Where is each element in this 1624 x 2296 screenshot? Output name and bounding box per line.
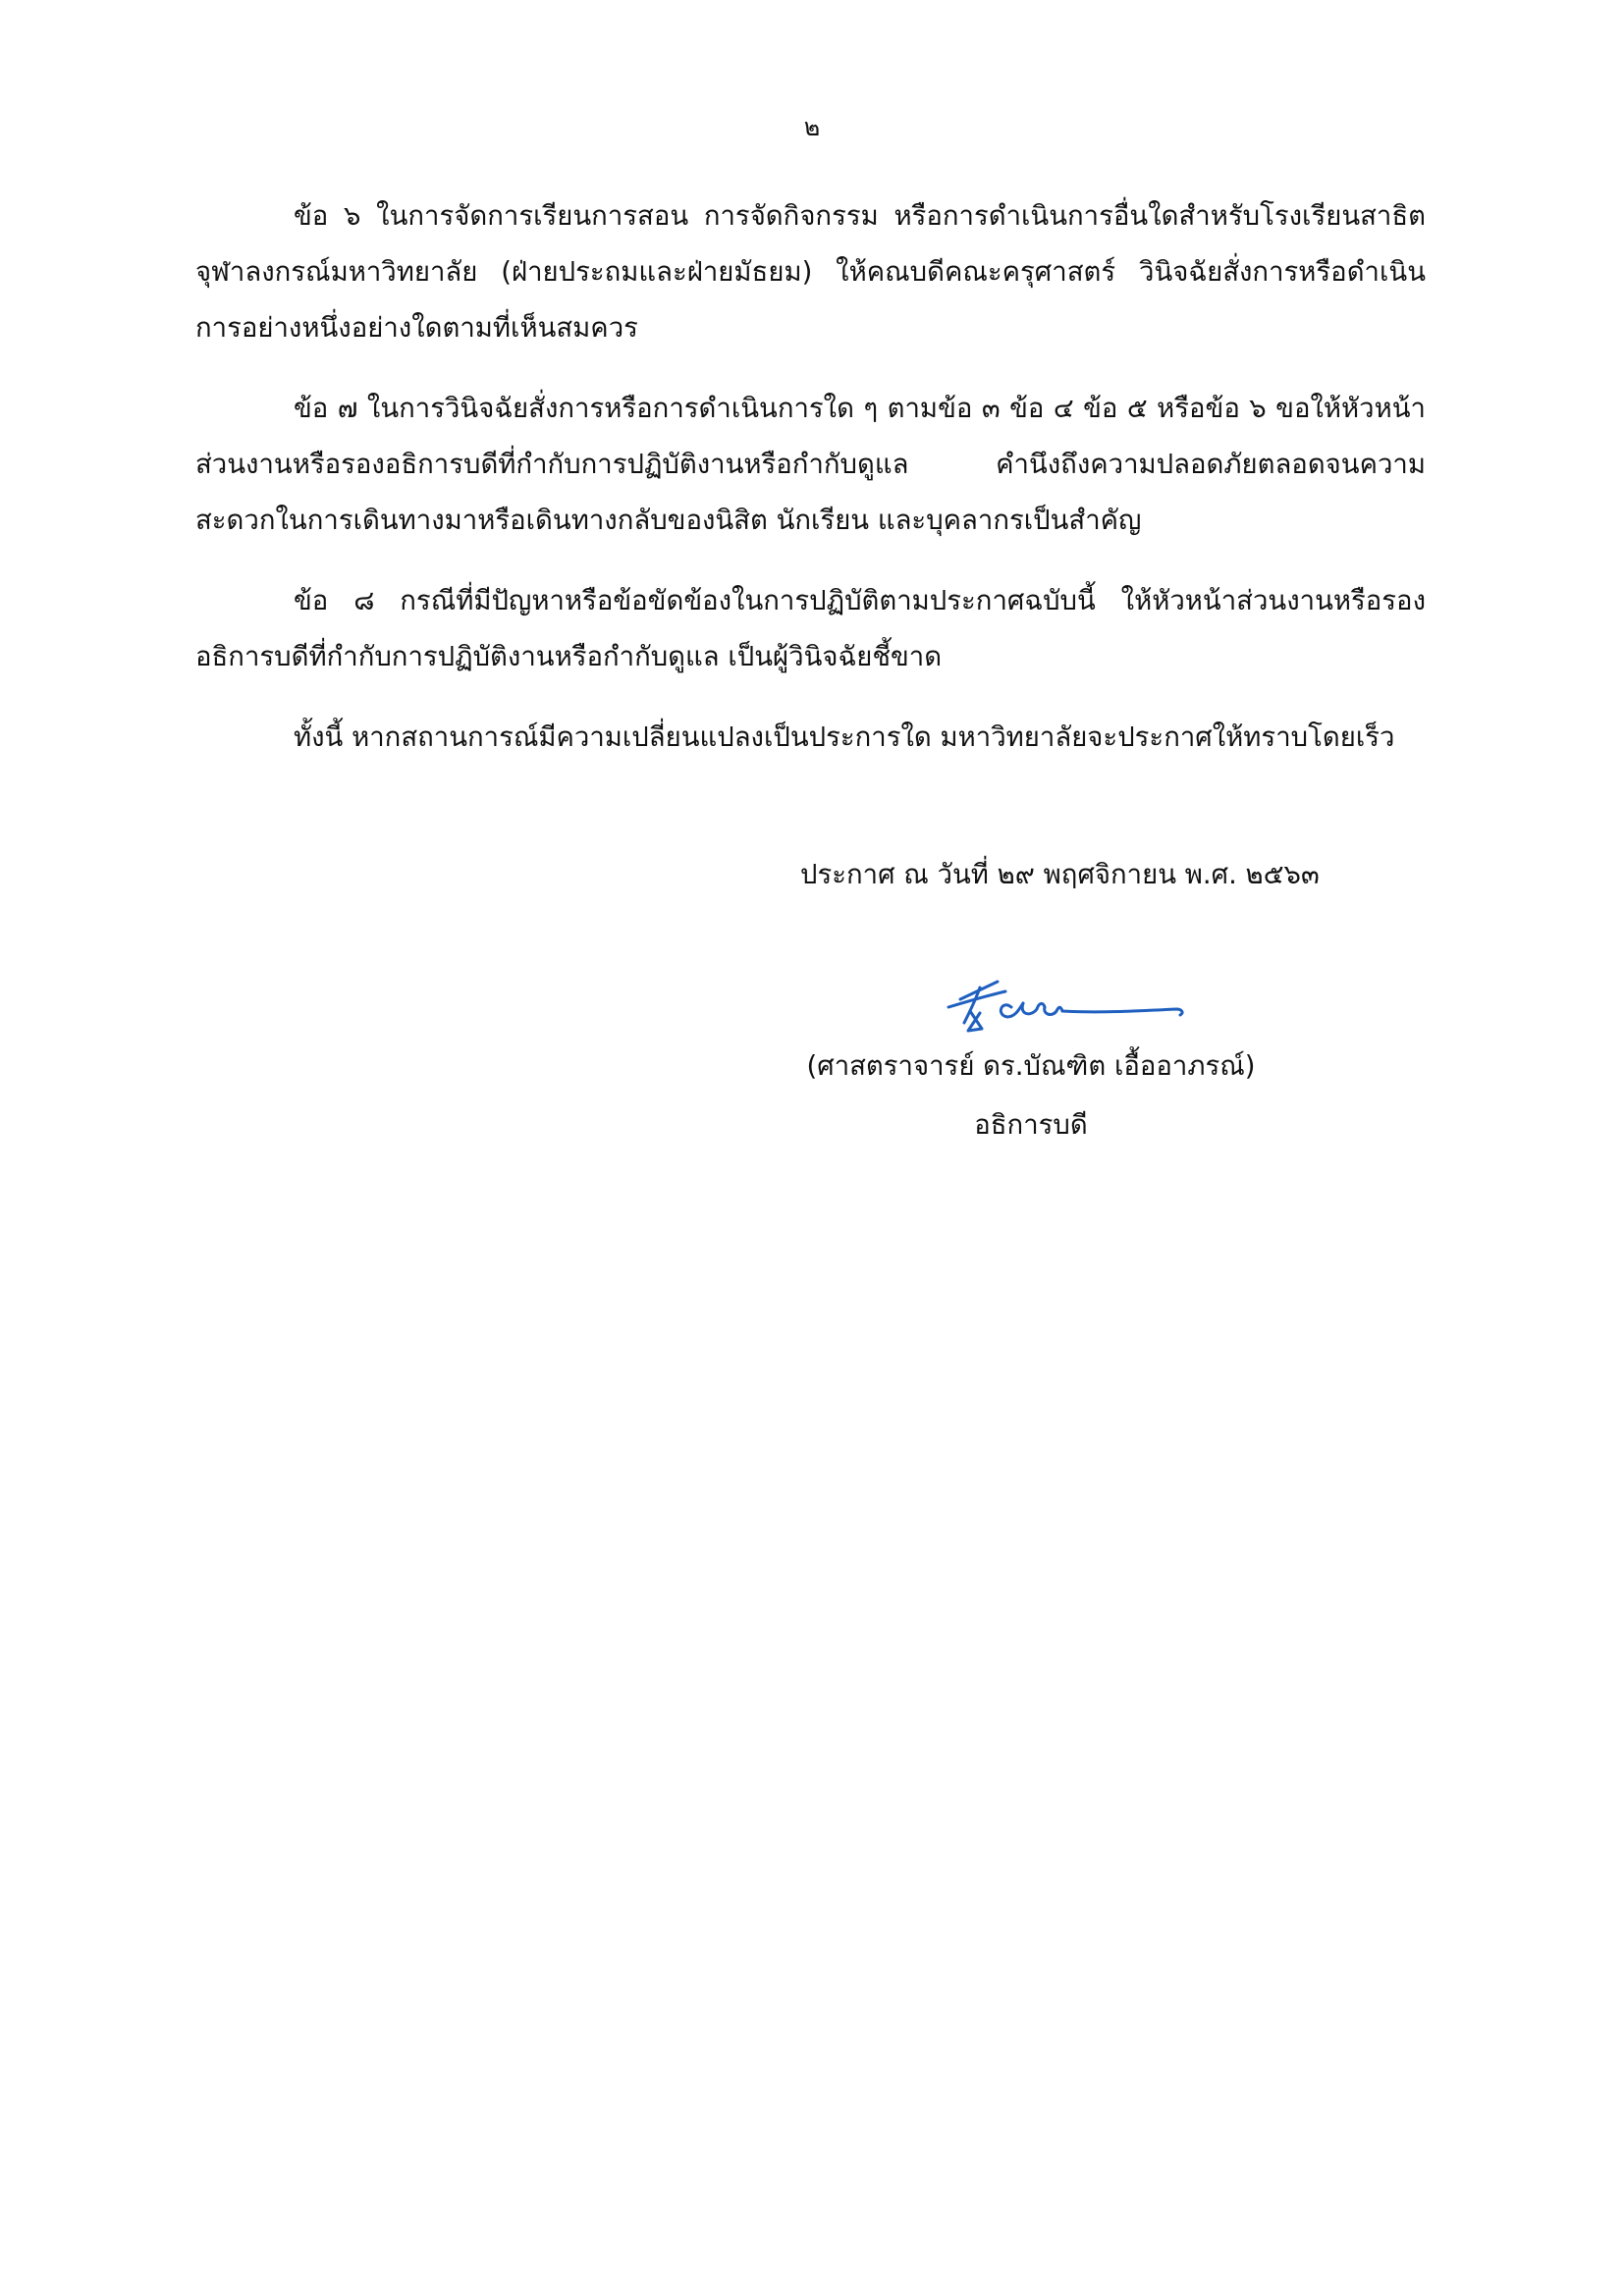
page-number: ๒ <box>803 113 821 141</box>
paragraph-clause-8: ข้อ ๘ กรณีที่มีปัญหาหรือข้อขัดข้องในการปฏิบัติตามประกาศฉบับนี้ ให้หัวหน้าส่วนงานหรือรองอธิการบดีที่กำกับการปฏิบัติงานหรือกำกับดูแล เป็นผู้วินิจฉัยชี้ขาด <box>195 585 1426 672</box>
announcement-date: ประกาศ ณ วันที่ ๒๙ พฤศจิกายน พ.ศ. ๒๕๖๓ <box>800 859 1320 890</box>
signer-name: (ศาสตราจารย์ ดร.บัณฑิต เอื้ออาภรณ์) <box>806 1050 1256 1082</box>
paragraph-clause-6: ข้อ ๖ ในการจัดการเรียนการสอน การจัดกิจกรรม หรือการดำเนินการอื่นใดสำหรับโรงเรียนสาธิตจุฬาลงกรณ์มหาวิทยาลัย (ฝ่ายประถมและฝ่ายมัธยม) ให้คณบดีคณะครุศาสตร์ วินิจฉัยสั่งการหรือดำเนินการอย่างหนึ่งอย่างใดตามที่เห็นสมควร <box>195 200 1426 344</box>
signature-image <box>941 972 1196 1041</box>
signer-position: อธิการบดี <box>974 1109 1088 1141</box>
paragraph-clause-7: ข้อ ๗ ในการวินิจฉัยสั่งการหรือการดำเนินการใด ๆ ตามข้อ ๓ ข้อ ๔ ข้อ ๕ หรือข้อ ๖ ขอให้หัวหน้าส่วนงานหรือรองอธิการบดีที่กำกับการปฏิบัติงานหรือกำกับดูแล คำนึงถึงความปลอดภัยตลอดจนความสะดวกในการเดินทางมาหรือเดินทางกลับของนิสิต นักเรียน และบุคลากรเป็นสำคัญ <box>195 393 1426 536</box>
paragraph-closing: ทั้งนี้ หากสถานการณ์มีความเปลี่ยนแปลงเป็นประการใด มหาวิทยาลัยจะประกาศให้ทราบโดยเร็ว <box>294 721 1395 753</box>
document-body <box>195 188 1426 790</box>
